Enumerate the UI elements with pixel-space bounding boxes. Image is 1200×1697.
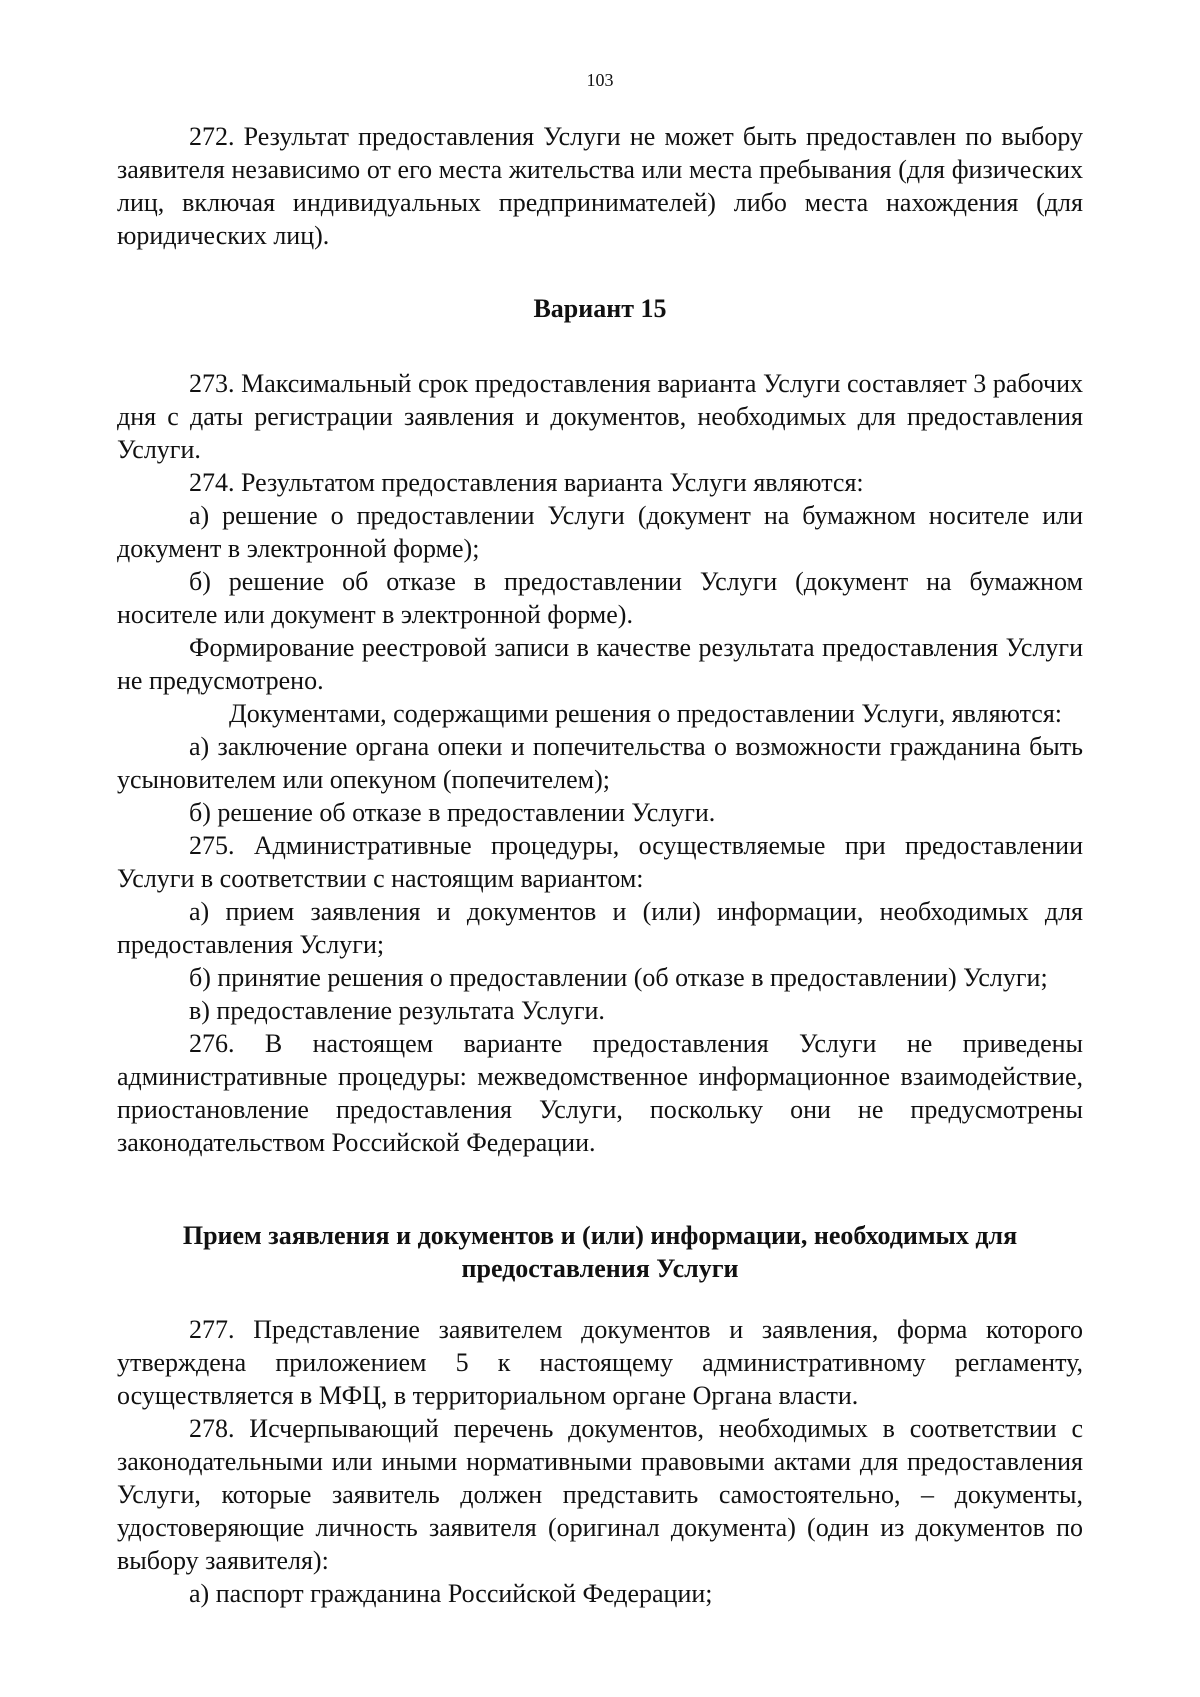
spacer (117, 1285, 1083, 1313)
section-heading: Прием заявления и документов и (или) информации, необходимых для предоставления Услуги (182, 1221, 1018, 1283)
paragraph-274-item-a: а) решение о предоставлении Услуги (документ на бумажном носителе или документ в электронной форме); (117, 501, 1083, 563)
variant-heading: Вариант 15 (533, 294, 667, 323)
paragraph-274-documents-intro: Документами, содержащими решения о предоставлении Услуги, являются: (229, 699, 1063, 728)
paragraph-274-documents-item-b: б) решение об отказе в предоставлении Услуги. (189, 798, 716, 827)
paragraph-274: 274. Результатом предоставления варианта Услуги являются: (189, 468, 864, 497)
spacer (117, 1159, 1083, 1219)
paragraph-272: 272. Результат предоставления Услуги не может быть предоставлен по выбору заявителя независимо от его места жительства или места пребывания (для физических лиц, включая индивидуальных предпринимателей) либо места нахождения (для юридических лиц). (117, 122, 1083, 250)
paragraph-276: 276. В настоящем варианте предоставления Услуги не приведены административные процедуры: межведомственное информационное взаимодействие, приостановление предоставления Услуги, поскольку они не предусмотрены законодательством Российской Федерации. (117, 1029, 1083, 1157)
paragraph-274-item-b: б) решение об отказе в предоставлении Услуги (документ на бумажном носителе или документ в электронной форме). (117, 567, 1083, 629)
paragraph-277: 277. Представление заявителем документов и заявления, форма которого утверждена приложением 5 к настоящему административному регламенту, осуществляется в МФЦ, в территориальном органе Органа власти. (117, 1315, 1083, 1410)
paragraph-274-documents-item-a: а) заключение органа опеки и попечительства о возможности гражданина быть усыновителем или опекуном (попечителем); (117, 732, 1083, 794)
paragraph-275: 275. Административные процедуры, осуществляемые при предоставлении Услуги в соответствии с настоящим вариантом: (117, 831, 1083, 893)
paragraph-275-item-c: в) предоставление результата Услуги. (189, 996, 605, 1025)
paragraph-273: 273. Максимальный срок предоставления варианта Услуги составляет 3 рабочих дня с даты регистрации заявления и документов, необходимых для предоставления Услуги. (117, 369, 1083, 464)
paragraph-278-item-a: а) паспорт гражданина Российской Федерации; (189, 1579, 713, 1608)
paragraph-278: 278. Исчерпывающий перечень документов, необходимых в соответствии с законодательными или иными нормативными правовыми актами для предоставления Услуги, которые заявитель должен представить самостоятельно, – документы, удостоверяющие личность заявителя (оригинал документа) (один из документов по выбору заявителя): (117, 1414, 1083, 1575)
paragraph-275-item-a: а) прием заявления и документов и (или) информации, необходимых для предоставления Услуги; (117, 897, 1083, 959)
paragraph-275-item-b: б) принятие решения о предоставлении (об отказе в предоставлении) Услуги; (189, 963, 1048, 992)
page-content (117, 120, 1083, 1610)
paragraph-274-registry-note: Формирование реестровой записи в качестве результата предоставления Услуги не предусмотрено. (117, 633, 1083, 695)
spacer (117, 252, 1083, 292)
spacer (117, 325, 1083, 367)
page-number: 103 (586, 70, 614, 90)
